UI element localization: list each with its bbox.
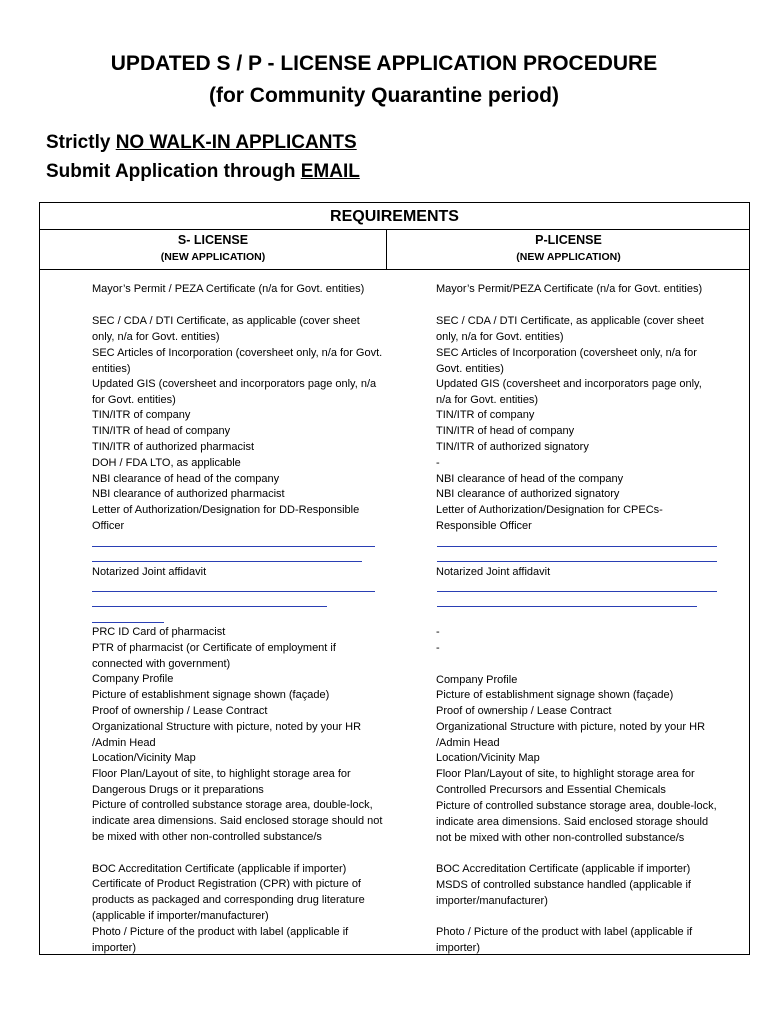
s-requirement-item: Organizational Structure with picture, noted by your HR /Admin Head bbox=[92, 721, 362, 749]
document-title: UPDATED S / P - LICENSE APPLICATION PROCEDURE bbox=[110, 52, 658, 75]
s-requirement-item: PRC ID Card of pharmacist bbox=[92, 626, 226, 638]
s-blank-line bbox=[92, 591, 375, 592]
s-license-header: S- LICENSE bbox=[177, 233, 249, 247]
p-requirement-item: TIN/ITR of authorized signatory bbox=[436, 441, 589, 453]
s-requirement-item: NBI clearance of authorized pharmacist bbox=[92, 488, 285, 500]
header-divider bbox=[40, 269, 749, 270]
p-requirement-item: Proof of ownership / Lease Contract bbox=[436, 705, 612, 717]
p-blank-line bbox=[437, 606, 697, 607]
walk-in-notice-prefix: Strictly bbox=[46, 132, 116, 153]
p-license-column-header bbox=[387, 233, 750, 265]
s-requirement-item: Letter of Authorization/Designation for DD-Responsible Officer bbox=[92, 504, 360, 532]
s-requirement-item: SEC / CDA / DTI Certificate, as applicable (cover sheet only, n/a for Govt. entities) bbox=[92, 315, 360, 343]
p-requirement-item: Photo / Picture of the product with label (applicable if importer) bbox=[436, 926, 693, 954]
p-blank-line bbox=[437, 591, 717, 592]
email-notice bbox=[46, 160, 360, 184]
p-requirement-item: Organizational Structure with picture, noted by your HR /Admin Head bbox=[436, 721, 706, 749]
p-requirement-item: Location/Vicinity Map bbox=[436, 752, 540, 764]
p-requirement-item: BOC Accreditation Certificate (applicable if importer) bbox=[436, 863, 691, 875]
s-requirement-item: DOH / FDA LTO, as applicable bbox=[92, 457, 241, 469]
s-requirement-item: TIN/ITR of head of company bbox=[92, 425, 231, 437]
p-requirement-item: SEC Articles of Incorporation (coversheet only, n/a for Govt. entities) bbox=[436, 347, 697, 375]
s-requirement-item: Picture of establishment signage shown (façade) bbox=[92, 689, 330, 701]
email-notice-emphasis: EMAIL bbox=[300, 161, 360, 182]
s-requirement-item: TIN/ITR of authorized pharmacist bbox=[92, 441, 255, 453]
s-requirement-item: Mayor’s Permit / PEZA Certificate (n/a for Govt. entities) bbox=[92, 283, 365, 295]
s-requirement-item: SEC Articles of Incorporation (coversheet only, n/a for Govt. entities) bbox=[92, 347, 383, 375]
p-requirement-item: NBI clearance of authorized signatory bbox=[436, 488, 620, 500]
p-requirement-item: Notarized Joint affidavit bbox=[436, 566, 551, 578]
p-requirement-item: MSDS of controlled substance handled (applicable if importer/manufacturer) bbox=[436, 879, 691, 907]
p-requirement-item: NBI clearance of head of the company bbox=[436, 473, 624, 485]
p-requirement-item: Updated GIS (coversheet and incorporators page only, n/a for Govt. entities) bbox=[436, 378, 702, 406]
p-requirement-item: Picture of controlled substance storage area, double-lock, indicate area dimensions. Said enclosed storage should not be mixed with other non-controlled substance/s bbox=[436, 800, 717, 844]
p-requirement-item: TIN/ITR of head of company bbox=[436, 425, 575, 437]
requirements-header: REQUIREMENTS bbox=[40, 203, 749, 230]
p-requirement-item: - bbox=[436, 642, 440, 654]
s-requirement-item: BOC Accreditation Certificate (applicable if importer) bbox=[92, 863, 347, 875]
p-requirement-item: Picture of establishment signage shown (façade) bbox=[436, 689, 674, 701]
s-blank-line bbox=[92, 622, 164, 623]
s-requirement-item: Picture of controlled substance storage area, double-lock, indicate area dimensions. Said enclosed storage should not be mixed with other non-controlled substance/s bbox=[92, 799, 383, 843]
s-requirement-item: Photo / Picture of the product with label (applicable if importer) bbox=[92, 926, 349, 954]
document-subtitle: (for Community Quarantine period) bbox=[208, 84, 559, 107]
s-blank-line bbox=[92, 606, 327, 607]
p-requirement-item: Company Profile bbox=[436, 674, 518, 686]
s-requirement-item: PTR of pharmacist (or Certificate of employment if connected with government) bbox=[92, 642, 336, 670]
p-requirement-item: TIN/ITR of company bbox=[436, 409, 535, 421]
s-blank-line bbox=[92, 546, 375, 547]
s-requirement-item: Notarized Joint affidavit bbox=[92, 566, 207, 578]
s-requirement-item: TIN/ITR of company bbox=[92, 409, 191, 421]
p-requirement-item: SEC / CDA / DTI Certificate, as applicable (cover sheet only, n/a for Govt. entities) bbox=[436, 315, 704, 343]
s-requirement-item: Proof of ownership / Lease Contract bbox=[92, 705, 268, 717]
s-requirement-item: Company Profile bbox=[92, 673, 174, 685]
p-blank-line bbox=[437, 561, 717, 562]
p-requirement-item: Letter of Authorization/Designation for CPECs-Responsible Officer bbox=[436, 504, 663, 532]
p-requirement-item: Floor Plan/Layout of site, to highlight storage area for Controlled Precursors and Essential Chemicals bbox=[436, 768, 695, 796]
p-requirement-item: Mayor’s Permit/PEZA Certificate (n/a for Govt. entities) bbox=[436, 283, 703, 295]
p-license-header: P-LICENSE bbox=[535, 233, 602, 247]
s-requirement-item: NBI clearance of head of the company bbox=[92, 473, 280, 485]
s-requirement-item: Certificate of Product Registration (CPR) with picture of products as packaged and corresponding drug literature (applicable if importer/manufacturer) bbox=[92, 878, 365, 922]
p-license-subheader: (NEW APPLICATION) bbox=[516, 251, 621, 263]
s-license-subheader: (NEW APPLICATION) bbox=[160, 251, 266, 263]
walk-in-notice bbox=[46, 131, 357, 155]
walk-in-notice-emphasis: NO WALK-IN APPLICANTS bbox=[115, 132, 357, 153]
email-notice-prefix: Submit Application through bbox=[46, 161, 301, 182]
p-requirement-item: - bbox=[436, 626, 440, 638]
s-blank-line bbox=[92, 561, 362, 562]
s-requirement-item: Updated GIS (coversheet and incorporators page only, n/a for Govt. entities) bbox=[92, 378, 377, 406]
p-requirement-item: - bbox=[436, 457, 440, 469]
s-requirement-item: Location/Vicinity Map bbox=[92, 752, 196, 764]
s-license-column-header bbox=[40, 233, 386, 265]
s-requirement-item: Floor Plan/Layout of site, to highlight storage area for Dangerous Drugs or it preparations bbox=[92, 768, 351, 796]
p-blank-line bbox=[437, 546, 717, 547]
